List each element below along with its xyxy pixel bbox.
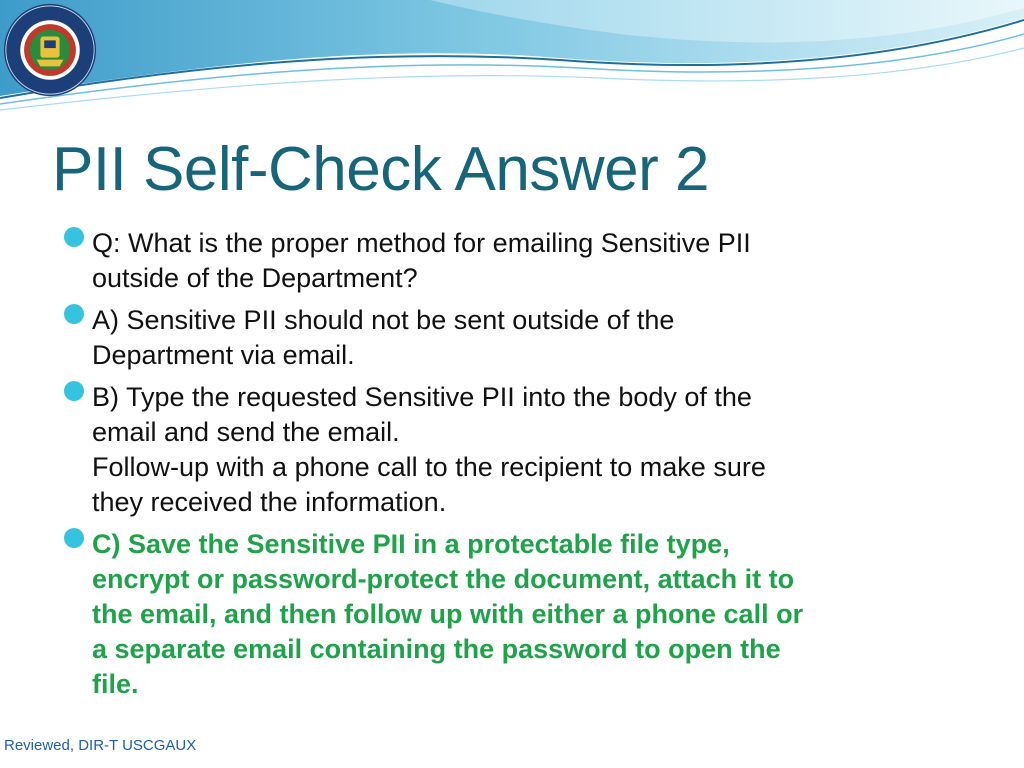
- bullet-dot-icon: [64, 528, 84, 548]
- bullet-line: encrypt or password-protect the document, attach it to: [92, 564, 795, 594]
- bullet-line: email and send the email.: [92, 417, 400, 447]
- bullet-dot-icon: [64, 227, 84, 247]
- bullet-line: C) Save the Sensitive PII in a protectable file type,: [92, 529, 730, 559]
- slide-title: PII Self-Check Answer 2: [52, 135, 709, 204]
- bullet-text: [92, 226, 978, 296]
- bullet-text: [92, 380, 978, 520]
- bullet-list: [58, 226, 978, 709]
- bullet-text: [92, 303, 978, 373]
- bullet-line: Department via email.: [92, 340, 355, 370]
- bullet-line: the email, and then follow up with either a phone call or: [92, 599, 804, 629]
- bullet-line: Follow-up with a phone call to the recipient to make sure: [92, 452, 766, 482]
- bullet-text: [92, 527, 978, 702]
- bullet-line: B) Type the requested Sensitive PII into the body of the: [92, 382, 752, 412]
- header-wave-banner: [0, 0, 1024, 120]
- bullet-line: A) Sensitive PII should not be sent outside of the: [92, 305, 675, 335]
- uscg-auxiliary-seal-icon: [2, 2, 98, 98]
- bullet-line: outside of the Department?: [92, 263, 418, 293]
- bullet-option-a: [58, 303, 978, 373]
- bullet-question: [58, 226, 978, 296]
- bullet-dot-icon: [64, 381, 84, 401]
- bullet-dot-icon: [64, 304, 84, 324]
- bullet-line: Q: What is the proper method for emailing Sensitive PII: [92, 228, 751, 258]
- footer-note: Reviewed, DIR-T USCGAUX: [4, 737, 197, 754]
- bullet-option-b: [58, 380, 978, 520]
- bullet-option-c-correct: [58, 527, 978, 702]
- bullet-line: they received the information.: [92, 487, 447, 517]
- bullet-line: a separate email containing the password to open the: [92, 634, 781, 664]
- bullet-line: file.: [92, 669, 139, 699]
